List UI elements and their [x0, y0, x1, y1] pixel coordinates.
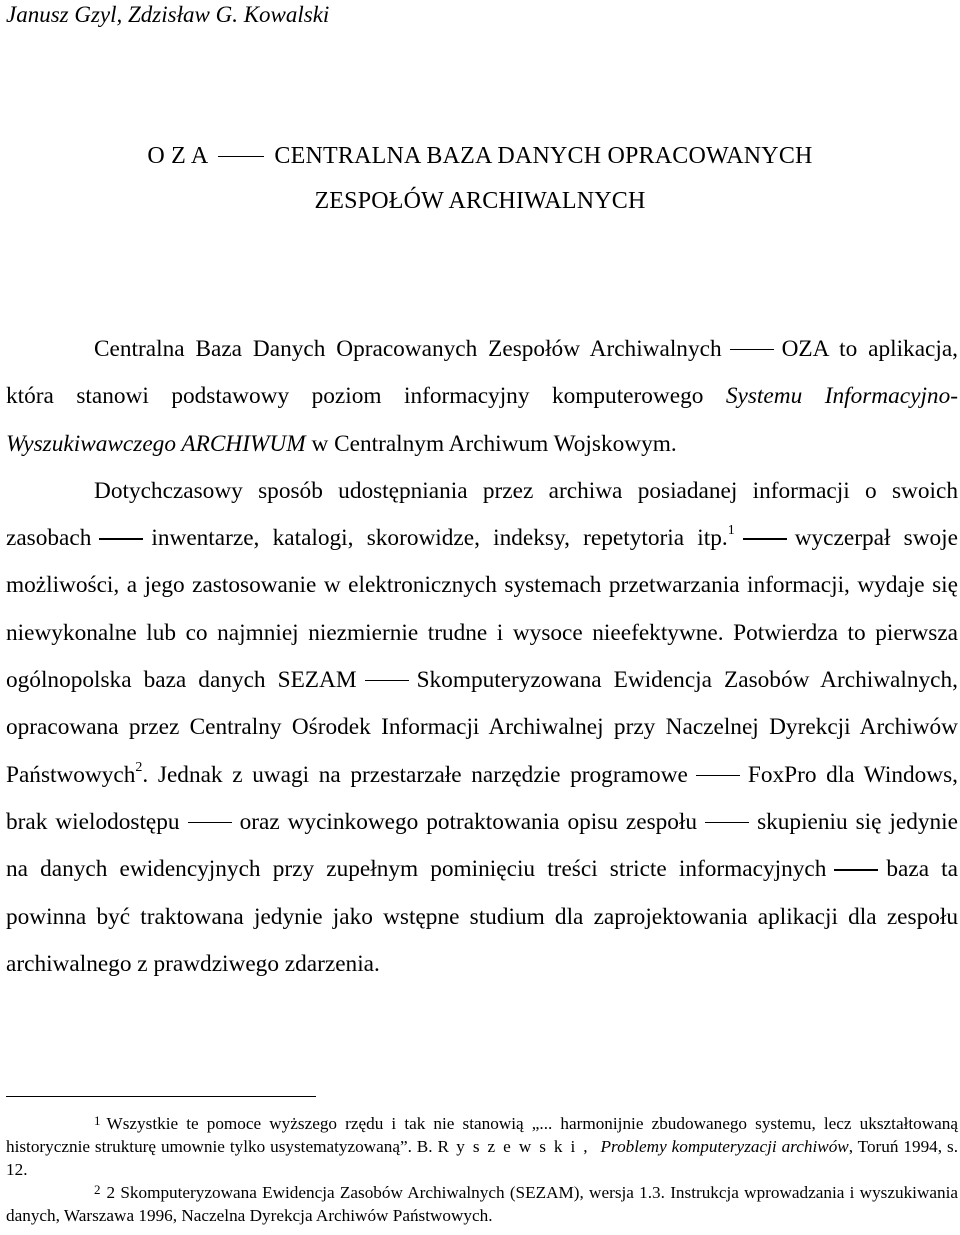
p1-text-d: w Centralnym Archiwum Wojskowym. — [311, 430, 677, 457]
title-prefix: O Z A — [147, 143, 209, 169]
footnote-2-number: 2 — [94, 1182, 101, 1197]
title-suffix: CENTRALNA BAZA DANYCH OPRACOWANYCH — [274, 143, 813, 169]
footnote-2 — [6, 1181, 958, 1227]
em-dash — [188, 822, 232, 824]
em-dash — [834, 869, 878, 871]
em-dash — [99, 538, 143, 540]
footnote-1-text-b: , Toruń 1994, s. 12. — [6, 1137, 958, 1179]
paragraph-1 — [6, 326, 958, 468]
p2-text-f: FoxPro dla Windows, brak wielodostępu — [6, 761, 959, 835]
p2-text-c: wyczerpał swoje możliwości, a jego zastosowanie w elektronicznych systemach przetwarzania informacji, wydaje się niewykonalne lub co najmniej niezmiernie trudne i wysoce nieefektywne. Potwierdza to pierwsza ogólnopolska baza danych SEZAM — [6, 525, 958, 694]
authors-header: Janusz Gzyl, Zdzisław G. Kowalski — [6, 2, 330, 27]
p2-text-a: Dotychczasowy sposób udostępniania przez archiwa posiadanej informacji o swoich zasobach — [6, 477, 958, 552]
footnotes — [6, 1112, 958, 1227]
em-dash — [696, 775, 740, 777]
p2-text-h: skupieniu się jedynie na danych ewidencyjnych przy zupełnym pominięciu treści stricte informacyjnych — [6, 808, 958, 883]
p2-text-g: oraz wycinkowego potraktowania opisu zespołu — [239, 808, 698, 835]
p2-text-e: . Jednak z uwagi na przestarzałe narzędzie programowe — [142, 761, 688, 788]
p1-text-b: OZA to aplikacja, która stanowi podstawowy poziom informacyjny komputerowego — [6, 336, 959, 410]
paragraph-2 — [6, 468, 958, 988]
p2-text-d: Skomputeryzowana Ewidencja Zasobów Archiwalnych, opracowana przez Centralny Ośrodek Informacji Archiwalnej przy Naczelnej Dyrekcji Archiwów Państwowych — [6, 667, 958, 788]
footnote-ref-1[interactable]: 1 — [727, 523, 735, 539]
p2-text-i: baza ta powinna być traktowana jedynie jako wstępne studium dla zaprojektowania aplikacji dla zespołu archiwalnego z prawdziwego zdarzenia. — [6, 856, 958, 977]
footnote-1-title: Problemy komputeryzacji archiwów — [600, 1137, 849, 1156]
em-dash — [705, 822, 749, 824]
p1-text-a: Centralna Baza Danych Opracowanych Zespołów Archiwalnych — [94, 336, 722, 362]
em-dash — [743, 538, 787, 540]
p1-italic-system: Systemu Informacyjno-Wyszukiwawczego ARCHIWUM — [6, 383, 958, 457]
title-line-2: ZESPOŁÓW ARCHIWALNYCH — [314, 188, 646, 214]
em-dash — [730, 349, 774, 351]
footnote-2-text: 2 Skomputeryzowana Ewidencja Zasobów Archiwalnych (SEZAM), wersja 1.3. Instrukcja wprowadzania i wyszukiwania danych, Warszawa 1996, Naczelna Dyrekcja Archiwów Państwowych. — [6, 1183, 958, 1225]
footnote-1-number: 1 — [94, 1113, 101, 1128]
em-dash — [365, 680, 409, 682]
footnote-separator — [6, 1096, 316, 1097]
footnote-1-author: Ryszewski, — [437, 1137, 596, 1156]
footnote-1-text: Wszystkie te pomoce wyższego rzędu i tak nie stanowią „... harmonijnie zbudowanego systemu, lecz ukształtowaną historycznie strukturę umownie tylko usystematyzowaną”. B. — [6, 1114, 958, 1156]
em-dash — [218, 156, 264, 158]
title-line-1 — [0, 141, 960, 171]
p2-text-b: inwentarze, katalogi, skorowidze, indeksy, repetytoria itp. — [151, 525, 728, 552]
body-text — [6, 326, 958, 988]
footnote-ref-2[interactable]: 2 — [135, 759, 143, 775]
footnote-1 — [6, 1112, 958, 1181]
